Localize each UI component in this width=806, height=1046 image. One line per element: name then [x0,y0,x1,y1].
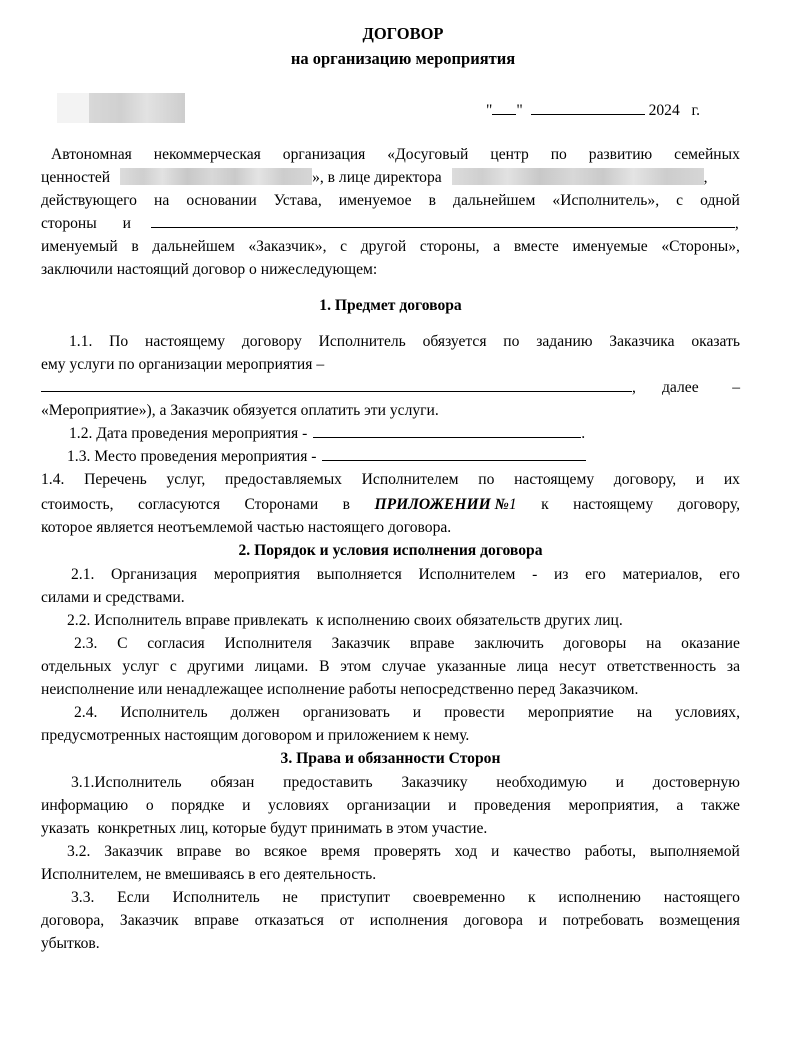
word: порядке [171,797,225,814]
word: не [282,889,298,906]
word: заключить [474,635,544,652]
word: мероприятие [527,704,614,721]
section-1-heading: 1. Предмет договора [319,297,462,314]
word: развитию [588,146,653,163]
word: Исполнитель [120,704,208,721]
word: его [719,566,740,583]
word: на [636,704,653,721]
event-name-blank[interactable] [41,376,632,392]
word: от [339,912,355,929]
word: во [235,843,251,860]
word: «Досуговый [387,146,469,163]
year: 2024 [648,102,680,119]
word: должен [230,704,280,721]
word: потребовать [562,912,644,929]
word: вправе [409,635,455,652]
word: организовать [302,704,390,721]
section-3-heading: 3. Права и обязанности Сторон [280,750,501,767]
word: время [320,843,361,860]
word: одной [700,192,740,209]
word: 2.3. [74,635,98,652]
word: Исполнитель [172,889,260,906]
word: Заказчику [401,774,468,791]
word: договора [463,912,523,929]
redacted-city [57,93,185,123]
word: их [723,471,740,488]
clause-3-1-line-1 [41,771,740,794]
word: Заказчик [331,635,391,652]
word: предоставляемых [224,471,342,488]
word: Исполнителем [418,566,516,583]
redacted-org-name [120,168,312,185]
word: вправе [176,843,222,860]
word: другими [187,658,244,675]
word: «Исполнитель», [552,192,660,209]
word: и [615,774,624,791]
clause-1-1-line-3: , далее – [41,376,740,399]
word: договора, [41,912,105,929]
word: вправе [194,912,239,929]
word: условиях [268,797,330,814]
word: на [154,192,170,209]
clause-2-2: 2.2. Исполнитель вправе привлекать к исполнению своих обязательств других лиц. [67,612,623,629]
word: 2.1. [71,566,95,583]
word: указанные [436,658,506,675]
word: вместе [513,238,559,255]
word: согласия [147,635,205,652]
word: основании [186,192,257,209]
word: в [428,192,436,209]
clause-3-2-line-2: Исполнителем, не вмешиваясь в его деятельность. [41,866,377,883]
word: о [145,797,154,814]
preamble-line-5 [41,235,740,258]
word: Перечень [84,471,147,488]
year-suffix: г. [691,102,700,119]
word: и [412,704,422,721]
word: По [109,333,129,350]
preamble-line-4: стороны и , [41,212,740,235]
word: на [646,635,662,652]
word: а [676,797,684,814]
clause-3-3-line-3: убытков. [41,935,100,952]
word: проверять [373,843,441,860]
word: из [553,566,569,583]
clause-1-1-line-1 [41,330,740,353]
word: мероприятия [213,566,301,583]
word: отдельных [41,658,112,675]
word: С [117,635,128,652]
word: случае [381,658,426,675]
word: лица [516,658,549,675]
word: и [242,797,251,814]
word: «Заказчик», [248,238,327,255]
word: настоящему [144,333,226,350]
word: организации [346,797,431,814]
clause-1-1-line-2: ему услуги по организации мероприятия – [41,356,325,373]
word: и [491,843,500,860]
word: лицами. [254,658,309,675]
word: Автономная [51,146,132,163]
appendix-reference: ПРИЛОЖЕНИИ №1 [374,496,517,513]
word: 3.3. [71,889,95,906]
clause-2-1-line-2: силами и средствами. [41,589,185,606]
word: его [585,566,606,583]
word: необходимую [496,774,587,791]
word: выполняемой [649,843,740,860]
word: провести [444,704,505,721]
clause-2-1-line-1 [41,563,740,586]
word: обязан [210,774,255,791]
word: действующего [41,192,137,209]
word: В [319,658,330,675]
word: «Стороны», [661,238,740,255]
word: всякое [264,843,308,860]
preamble-line-3 [41,189,740,212]
clause-1-3: 1.3. Место проведения мероприятия - [41,445,766,468]
word: дальнейшем [152,238,235,255]
document-title: ДОГОВОР [362,24,444,43]
word: услуг, [166,471,206,488]
word: и [448,797,457,814]
word: с [340,238,348,255]
word: работы, [584,843,637,860]
word: и [695,471,705,488]
word: дальнейшем [453,192,536,209]
clause-1-4-line-1 [41,468,740,491]
word: именуемое [338,192,412,209]
word: настоящему [514,471,595,488]
month-blank[interactable] [531,99,645,115]
word: достоверную [652,774,740,791]
clause-2-3-line-1 [41,632,740,655]
customer-name-blank[interactable] [151,212,735,228]
clause-1-2: 1.2. Дата проведения мероприятия - . [41,422,768,445]
word: возмещения [659,912,740,929]
word: оказать [691,333,740,350]
word: за [726,658,740,675]
word: 3.1.Исполнитель [71,774,182,791]
preamble-line-2: ценностей », в лице директора , [41,169,708,186]
preamble-line-1 [41,143,740,166]
word: и [538,912,547,929]
word: Исполнителя [224,635,312,652]
word: своевременно [412,889,506,906]
word: стороны, [419,238,480,255]
clause-3-1-line-3: указать конкретных лиц, которые будут принимать в этом участие. [41,820,488,837]
word: по [550,146,567,163]
word: ответственность [606,658,717,675]
event-date-blank[interactable] [313,422,581,438]
clause-1-1-line-4: «Мероприятие»), а Заказчик обязуется оплатить эти услуги. [41,402,439,419]
word: ход [454,843,478,860]
event-place-blank[interactable] [322,445,586,461]
word: 3.2. [67,843,91,860]
word: Устава, [273,192,322,209]
word: по [503,333,520,350]
word: предоставить [283,774,373,791]
word: исполнения [369,912,448,929]
word: мероприятия, [568,797,659,814]
word: семейных [674,146,740,163]
word: договоры [563,635,627,652]
word: именуемый [41,238,118,255]
word: Исполнитель [318,333,406,350]
contract-date: " " 2024 г. [486,99,700,120]
word: заданию [536,333,593,350]
word: к [527,889,536,906]
word: Заказчик [119,912,179,929]
word: оказание [681,635,740,652]
document-subtitle: на организацию мероприятия [290,49,516,68]
section-2-heading: 2. Порядок и условия исполнения договора [238,542,543,559]
redacted-director-name [452,168,704,185]
clause-1-4-line-2: стоимость, согласуются Сторонами в ПРИЛОЖЕНИИ №1 к настоящему договору, [41,493,740,516]
clause-2-3-line-2 [41,655,740,678]
word: договору [241,333,302,350]
word: договору, [613,471,677,488]
clause-3-3-line-1 [41,886,740,909]
word: центр [490,146,529,163]
word: с [676,192,684,209]
clause-3-2-line-1 [41,840,740,863]
word: некоммерческая [153,146,261,163]
word: с [169,658,177,675]
word: несут [559,658,597,675]
word: также [700,797,740,814]
word: этом [340,658,371,675]
clause-2-4-line-2: предусмотренных настоящим договором и приложением к нему. [41,727,470,744]
word: отказаться [254,912,324,929]
word: условиях, [675,704,740,721]
word: по [478,471,495,488]
word: обязуется [422,333,487,350]
word: исполнению [558,889,641,906]
word: Если [117,889,150,906]
word: Организация [111,566,198,583]
word: 1.1. [69,333,93,350]
clause-3-1-line-2 [41,794,740,817]
word: Заказчика [609,333,675,350]
word: организация [282,146,366,163]
day-blank[interactable] [492,99,516,115]
word: Исполнителем [361,471,459,488]
word: услуг [122,658,160,675]
clause-2-3-line-3: неисполнение или ненадлежащее исполнение работы непосредственно перед Заказчиком. [41,681,639,698]
word: настоящего [663,889,740,906]
preamble-line-6: заключили настоящий договор о нижеследующем: [41,261,378,278]
word: в [131,238,139,255]
word: другой [360,238,407,255]
clause-2-4-line-1 [41,701,740,724]
clause-1-4-line-3: которое является неотъемлемой частью настоящего договора. [41,519,452,536]
word: а [493,238,501,255]
word: качество [513,843,571,860]
word: материалов, [622,566,703,583]
word: именуемые [572,238,648,255]
word: выполняется [316,566,402,583]
word: информацию [41,797,129,814]
word: - [532,566,538,583]
word: 2.4. [74,704,98,721]
word: Заказчик [104,843,163,860]
word: проведения [474,797,551,814]
word: 1.4. [41,471,65,488]
clause-3-3-line-2 [41,909,740,932]
word: приступит [320,889,390,906]
